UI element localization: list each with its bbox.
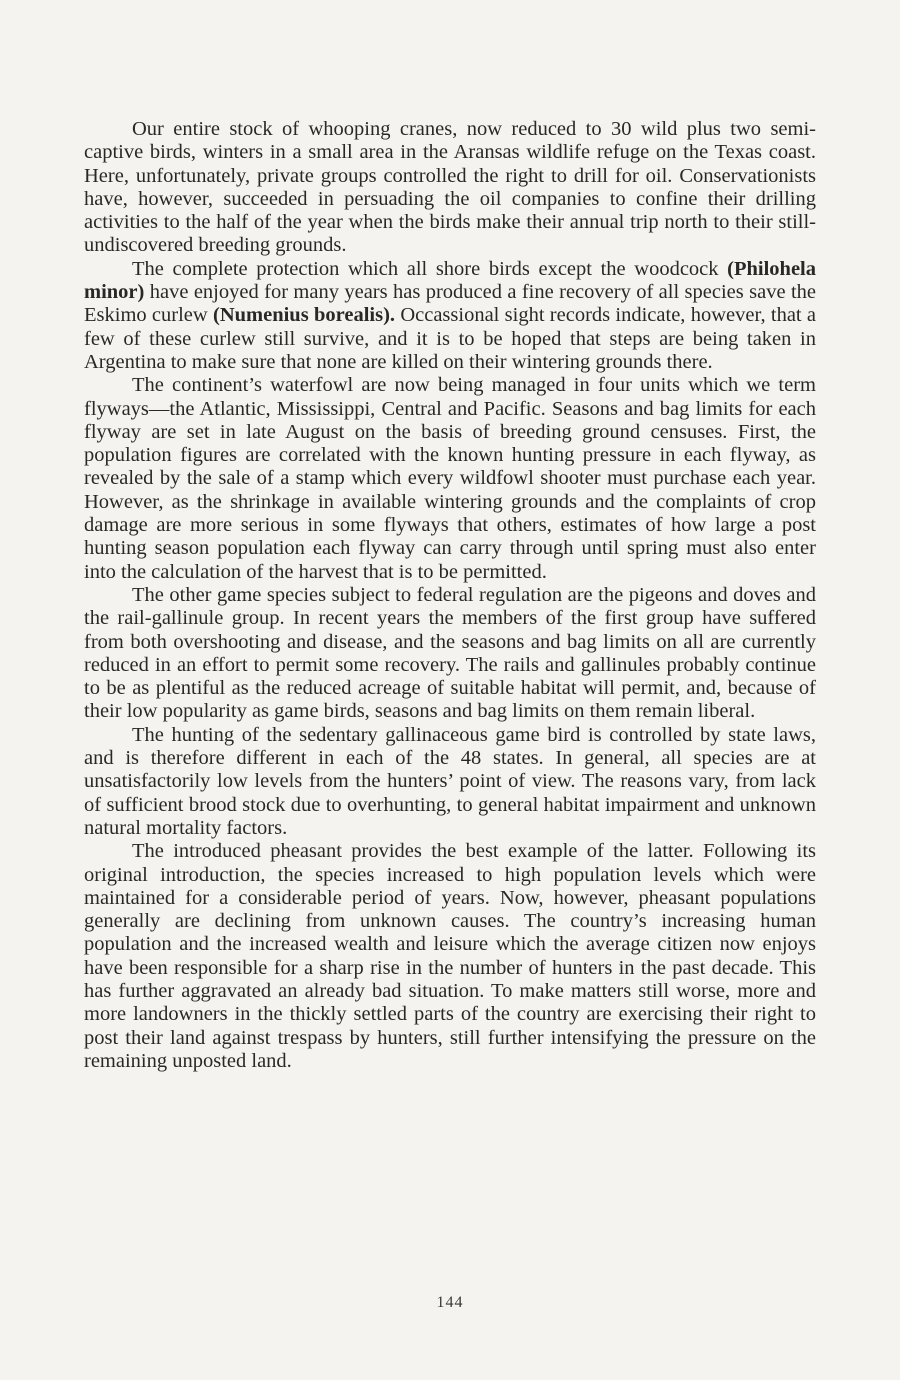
paragraph-waterfowl-flyways: [84, 374, 816, 584]
text-run: Occassional sight records indicate, however, that a few of these curlew still survive, and it is to be hoped that steps are being taken in Argentina to make sure that none are killed on their wintering grounds there.: [84, 304, 817, 373]
text-run: The hunting of the sedentary gallinaceous game bird is controlled by state laws, and is therefore different in each of the 48 states. In general, all species are at unsatisfactorily low levels from the hunters’ point of view. The reasons vary, from lack of sufficient brood stock due to overhunting, to general habitat impairment and unknown natural mortality factors.: [84, 723, 816, 839]
paragraph-pheasant: [84, 840, 816, 1073]
text-run: Our entire stock of whooping cranes, now reduced to 30 wild plus two semi-captive birds, winters in a small area in the Aransas wildlife refuge on the Texas coast. Here, unfortunately, private groups controlled the right to drill for oil. Conservationists have, however, succeeded in persuading the oil companies to confine their drilling activities to the half of the year when the birds make their annual trip north to their still-undiscovered breeding grounds.: [84, 118, 816, 257]
scientific-name: (Philohela minor): [84, 257, 816, 304]
scientific-name: (Numenius borealis).: [213, 304, 396, 327]
paragraph-whooping-cranes: [84, 118, 816, 258]
text-run: have enjoyed for many years has produced a fine recovery of all species save the Eskimo curlew: [84, 281, 816, 327]
page-number: 144: [436, 1294, 464, 1311]
text-run: The other game species subject to federal regulation are the pigeons and doves and the rail-gallinule group. In recent years the members of the first group have suffered from both overshooting and disease, and the seasons and bag limits on all are currently reduced in an effort to permit some recovery. The rails and gallinules probably continue to be as plentiful as the reduced acreage of suitable habitat will permit, and, because of their low popularity as game birds, seasons and bag limits on them remain liberal.: [84, 583, 816, 723]
body-text: [84, 118, 816, 1073]
text-run: The continent’s waterfowl are now being managed in four units which we term flyways—the Atlantic, Mississippi, Central and Pacific. Seasons and bag limits for each flyway are set in late August on the basis of breeding ground censuses. First, the population figures are correlated with the known hunting pressure in each flyway, as revealed by the sale of a stamp which every wildfowl shooter must purchase each year. However, as the shrinkage in available wintering grounds and the complaints of crop damage are more serious in some flyways that others, estimates of how large a post hunting season population each flyway can carry through until spring must also enter into the calculation of the harvest that is to be permitted.: [84, 374, 816, 583]
text-run: The complete protection which all shore birds except the woodcock: [132, 257, 728, 280]
paragraph-shore-birds: [84, 258, 816, 374]
paragraph-pigeons-doves: [84, 584, 816, 724]
paragraph-gallinaceous-birds: [84, 724, 816, 840]
text-run: The introduced pheasant provides the best example of the latter. Following its original introduction, the species increased to high population levels which were maintained for a considerable period of years. Now, however, pheasant populations generally are declining from unknown causes. The country’s increasing human population and the increased wealth and leisure which the average citizen now enjoys have been responsible for a sharp rise in the number of hunters in the past decade. This has further aggravated an already bad situation. To make matters still worse, more and more landowners in the thickly settled parts of the country are exercising their right to post their land against trespass by hunters, still further intensifying the pressure on the remaining unposted land.: [84, 840, 816, 1072]
